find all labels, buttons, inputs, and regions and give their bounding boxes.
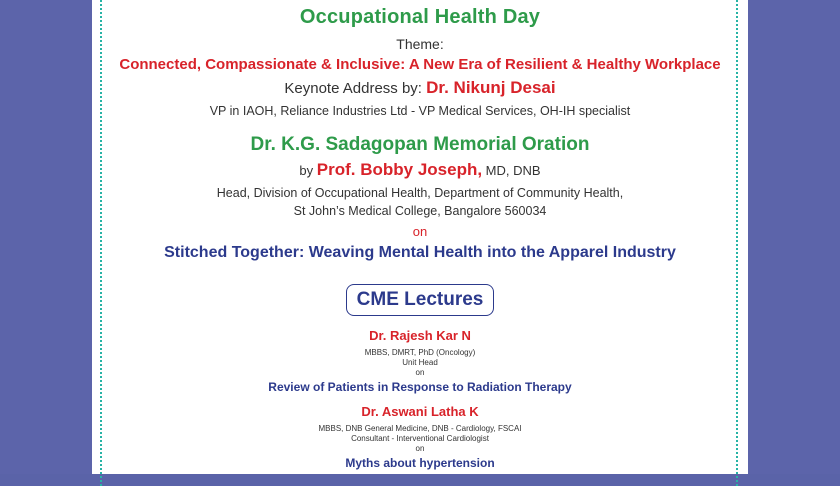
oration-description-line2: St John’s Medical College, Bangalore 560034 [293, 204, 547, 218]
lecture-1-speaker: Dr. Rajesh Kar N [369, 328, 471, 343]
lecture-2-role: Consultant - Interventional Cardiologist [351, 434, 489, 443]
oration-talk-title: Stitched Together: Weaving Mental Health into the Apparel Industry [164, 244, 676, 261]
lecture-2-talk-title: Myths about hypertension [345, 456, 495, 470]
keynote-description: VP in IAOH, Reliance Industries Ltd - VP Medical Services, OH-IH specialist [209, 104, 631, 118]
keynote-prefix: Keynote Address by: [284, 80, 427, 97]
oration-on: on [412, 224, 428, 239]
right-frame-band [748, 0, 840, 474]
lecture-1-role: Unit Head [402, 358, 438, 367]
lecture-1-on: on [415, 368, 425, 377]
oration-speaker: Prof. Bobby Joseph, [316, 160, 483, 179]
flyer-content [100, 0, 740, 474]
keynote-speaker: Dr. Nikunj Desai [426, 78, 556, 97]
lecture-1-degrees: MBBS, DMRT, PhD (Oncology) [364, 348, 476, 357]
lecture-2-speaker: Dr. Aswani Latha K [361, 404, 479, 419]
oration-credentials: MD, DNB [482, 163, 541, 178]
keynote-line [100, 78, 740, 98]
lecture-2-on: on [415, 444, 425, 453]
cme-lectures-heading: CME Lectures [346, 284, 494, 316]
lecture-2-degrees: MBBS, DNB General Medicine, DNB - Cardiology, FSCAI [318, 424, 522, 433]
oration-by-prefix: by [299, 163, 317, 178]
left-frame-band [0, 0, 92, 474]
lecture-1-talk-title: Review of Patients in Response to Radiation Therapy [268, 380, 572, 394]
oration-speaker-line [100, 160, 740, 180]
theme-text: Connected, Compassionate & Inclusive: A New Era of Resilient & Healthy Workplace [119, 56, 721, 73]
oration-description-line1: Head, Division of Occupational Health, Department of Community Health, [216, 186, 624, 200]
event-title: Occupational Health Day [299, 6, 541, 28]
oration-title: Dr. K.G. Sadagopan Memorial Oration [250, 134, 590, 155]
theme-label: Theme: [396, 36, 444, 52]
